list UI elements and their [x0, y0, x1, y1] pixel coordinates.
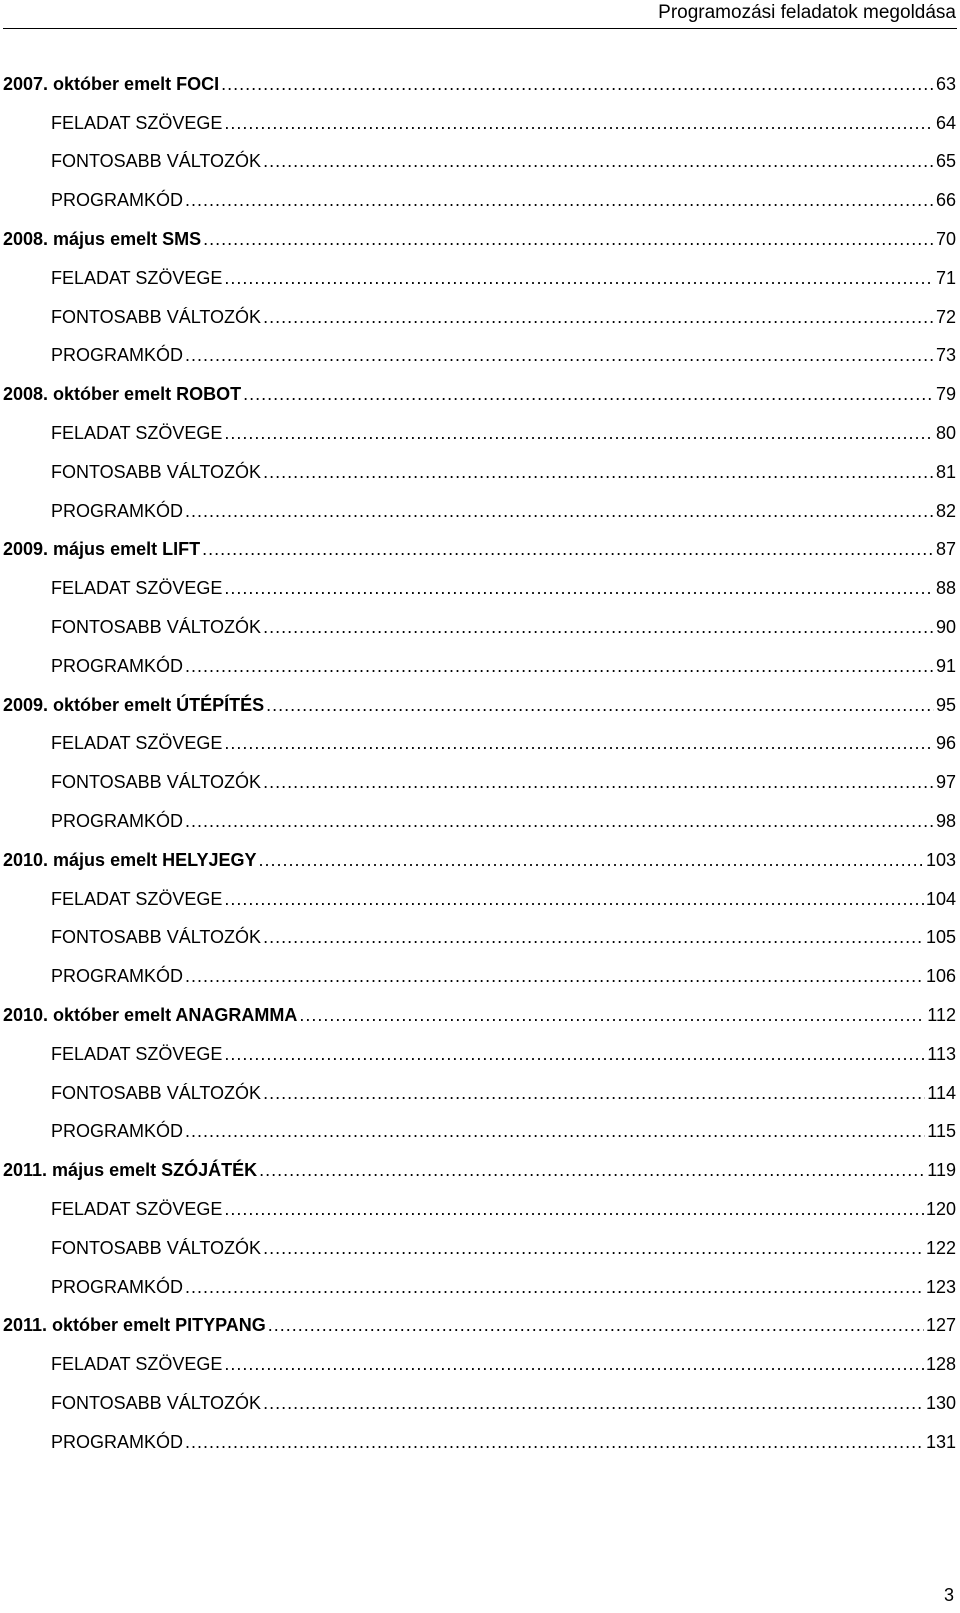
toc-entry-label: FONTOSABB VÁLTOZÓK: [51, 461, 262, 482]
toc-entry-page: 91: [935, 655, 956, 676]
dot-leader: [266, 695, 934, 716]
toc-entry-page: 123: [925, 1276, 956, 1297]
toc-entry-label: FELADAT SZÖVEGE: [51, 112, 223, 133]
toc-section-entry[interactable]: [3, 1268, 956, 1307]
dot-leader: [263, 617, 934, 638]
toc-section-entry[interactable]: [3, 181, 956, 220]
toc-entry-page: 104: [925, 888, 956, 909]
toc-entry-label: PROGRAMKÓD: [51, 966, 184, 987]
dot-leader: [224, 889, 924, 910]
dot-leader: [224, 1354, 924, 1375]
toc-section-entry[interactable]: [3, 802, 956, 841]
toc-entry-page: 90: [935, 617, 956, 638]
toc-entry-label: PROGRAMKÓD: [51, 1276, 184, 1297]
toc-entry-page: 81: [935, 461, 956, 482]
toc-entry-label: FONTOSABB VÁLTOZÓK: [51, 772, 262, 793]
toc-entry-page: 97: [935, 772, 956, 793]
toc-entry-label: FELADAT SZÖVEGE: [51, 1354, 223, 1375]
toc-chapter-entry[interactable]: [3, 531, 956, 570]
toc-chapter-entry[interactable]: [3, 375, 956, 414]
toc-entry-page: 122: [925, 1237, 956, 1258]
toc-entry-page: 106: [925, 966, 956, 987]
toc-entry-label: 2007. október emelt FOCI: [3, 73, 220, 94]
toc-entry-label: FONTOSABB VÁLTOZÓK: [51, 1392, 262, 1413]
toc-entry-page: 115: [927, 1121, 956, 1142]
dot-leader: [224, 733, 934, 754]
toc-entry-label: PROGRAMKÓD: [51, 345, 184, 366]
toc-section-entry[interactable]: [3, 259, 956, 298]
toc-entry-page: 128: [925, 1354, 956, 1375]
dot-leader: [221, 74, 934, 95]
table-of-contents: [3, 65, 956, 1462]
toc-section-entry[interactable]: [3, 337, 956, 376]
dot-leader: [185, 811, 934, 832]
toc-entry-label: PROGRAMKÓD: [51, 1121, 184, 1142]
dot-leader: [185, 345, 934, 366]
dot-leader: [224, 578, 934, 599]
dot-leader: [263, 927, 924, 948]
toc-entry-label: FONTOSABB VÁLTOZÓK: [51, 927, 262, 948]
toc-section-entry[interactable]: [3, 569, 956, 608]
toc-entry-label: PROGRAMKÓD: [51, 500, 184, 521]
toc-entry-label: FONTOSABB VÁLTOZÓK: [51, 1237, 262, 1258]
dot-leader: [263, 151, 934, 172]
toc-entry-label: PROGRAMKÓD: [51, 1431, 184, 1452]
toc-entry-page: 71: [935, 267, 956, 288]
toc-entry-page: 98: [935, 811, 956, 832]
toc-section-entry[interactable]: [3, 1190, 956, 1229]
toc-section-entry[interactable]: [3, 1113, 956, 1152]
dot-leader: [299, 1005, 925, 1026]
dot-leader: [263, 772, 934, 793]
toc-entry-label: FELADAT SZÖVEGE: [51, 1043, 223, 1064]
toc-section-entry[interactable]: [3, 143, 956, 182]
toc-entry-page: 79: [935, 384, 956, 405]
toc-entry-page: 114: [927, 1082, 956, 1103]
toc-section-entry[interactable]: [3, 414, 956, 453]
toc-section-entry[interactable]: [3, 1384, 956, 1423]
toc-section-entry[interactable]: [3, 1229, 956, 1268]
header-title: Programozási feladatok megoldása: [658, 2, 956, 23]
toc-entry-page: 131: [925, 1431, 956, 1452]
toc-entry-label: FELADAT SZÖVEGE: [51, 578, 223, 599]
dot-leader: [224, 1199, 924, 1220]
toc-entry-label: FELADAT SZÖVEGE: [51, 267, 223, 288]
toc-entry-label: FELADAT SZÖVEGE: [51, 1199, 223, 1219]
toc-entry-label: FONTOSABB VÁLTOZÓK: [51, 151, 262, 172]
toc-entry-page: 120: [925, 1199, 956, 1219]
toc-entry-page: 64: [935, 112, 956, 133]
toc-section-entry[interactable]: [3, 1345, 956, 1384]
dot-leader: [185, 656, 934, 677]
dot-leader: [259, 1160, 925, 1181]
toc-entry-label: FELADAT SZÖVEGE: [51, 888, 223, 909]
toc-entry-page: 82: [935, 500, 956, 521]
toc-entry-page: 96: [935, 733, 956, 754]
toc-chapter-entry[interactable]: [3, 686, 956, 725]
toc-entry-label: 2011. október emelt PITYPANG: [3, 1315, 266, 1336]
toc-chapter-entry[interactable]: [3, 220, 956, 259]
dot-leader: [185, 1432, 924, 1453]
toc-entry-page: 105: [925, 927, 956, 948]
toc-entry-label: PROGRAMKÓD: [51, 811, 184, 832]
dot-leader: [263, 1083, 925, 1104]
toc-section-entry[interactable]: [3, 608, 956, 647]
dot-leader: [203, 229, 934, 250]
toc-entry-label: 2008. május emelt SMS: [3, 229, 202, 250]
toc-entry-page: 113: [927, 1043, 956, 1064]
toc-chapter-entry[interactable]: [3, 1151, 956, 1190]
toc-entry-page: 112: [927, 1005, 956, 1026]
header-rule: [3, 28, 957, 29]
toc-section-entry[interactable]: [3, 298, 956, 337]
dot-leader: [243, 384, 934, 405]
toc-entry-page: 70: [935, 229, 956, 250]
toc-entry-page: 80: [935, 423, 956, 444]
dot-leader: [185, 190, 934, 211]
toc-section-entry[interactable]: [3, 1035, 956, 1074]
dot-leader: [263, 462, 934, 483]
toc-entry-label: PROGRAMKÓD: [51, 655, 184, 676]
toc-entry-page: 95: [935, 694, 956, 715]
toc-entry-page: 127: [925, 1315, 956, 1336]
toc-entry-page: 65: [935, 151, 956, 172]
dot-leader: [263, 1238, 924, 1259]
page-header: [0, 0, 960, 30]
toc-section-entry[interactable]: [3, 880, 956, 919]
toc-entry-label: 2009. május emelt LIFT: [3, 539, 201, 560]
toc-section-entry[interactable]: [3, 104, 956, 143]
dot-leader: [224, 113, 934, 134]
toc-entry-label: FONTOSABB VÁLTOZÓK: [51, 1082, 262, 1103]
toc-entry-label: 2011. május emelt SZÓJÁTÉK: [3, 1160, 258, 1181]
toc-section-entry[interactable]: [3, 647, 956, 686]
toc-entry-label: FELADAT SZÖVEGE: [51, 733, 223, 754]
toc-section-entry[interactable]: [3, 1074, 956, 1113]
toc-section-entry[interactable]: [3, 453, 956, 492]
dot-leader: [263, 307, 934, 328]
toc-chapter-entry[interactable]: [3, 65, 956, 104]
toc-entry-label: FONTOSABB VÁLTOZÓK: [51, 306, 262, 327]
dot-leader: [224, 1044, 925, 1065]
toc-entry-page: 87: [935, 539, 956, 560]
toc-entry-page: 66: [935, 190, 956, 211]
toc-chapter-entry[interactable]: [3, 996, 956, 1035]
toc-entry-label: 2008. október emelt ROBOT: [3, 384, 242, 405]
toc-entry-page: 72: [935, 306, 956, 327]
dot-leader: [224, 423, 934, 444]
toc-section-entry[interactable]: [3, 763, 956, 802]
dot-leader: [224, 268, 934, 289]
toc-entry-label: FONTOSABB VÁLTOZÓK: [51, 617, 262, 638]
toc-entry-page: 103: [925, 849, 956, 870]
dot-leader: [263, 1393, 924, 1414]
dot-leader: [185, 1121, 925, 1142]
dot-leader: [268, 1315, 924, 1336]
toc-entry-label: PROGRAMKÓD: [51, 190, 184, 211]
dot-leader: [202, 539, 934, 560]
page-number: 3: [943, 1585, 954, 1605]
toc-section-entry[interactable]: [3, 957, 956, 996]
toc-chapter-entry[interactable]: [3, 1307, 956, 1346]
toc-entry-page: 88: [935, 578, 956, 599]
dot-leader: [185, 501, 934, 522]
toc-entry-page: 130: [925, 1392, 956, 1413]
toc-entry-page: 63: [935, 73, 956, 94]
toc-section-entry[interactable]: [3, 919, 956, 958]
toc-entry-page: 119: [927, 1160, 956, 1181]
dot-leader: [185, 966, 924, 987]
toc-section-entry[interactable]: [3, 492, 956, 531]
toc-entry-page: 73: [935, 345, 956, 366]
dot-leader: [185, 1277, 924, 1298]
toc-chapter-entry[interactable]: [3, 841, 956, 880]
toc-entry-label: 2010. október emelt ANAGRAMMA: [3, 1005, 298, 1026]
dot-leader: [258, 850, 923, 871]
toc-entry-label: 2010. május emelt HELYJEGY: [3, 849, 257, 870]
toc-section-entry[interactable]: [3, 725, 956, 764]
toc-entry-label: 2009. október emelt ÚTÉPÍTÉS: [3, 694, 265, 715]
toc-section-entry[interactable]: [3, 1423, 956, 1462]
toc-entry-label: FELADAT SZÖVEGE: [51, 423, 223, 444]
